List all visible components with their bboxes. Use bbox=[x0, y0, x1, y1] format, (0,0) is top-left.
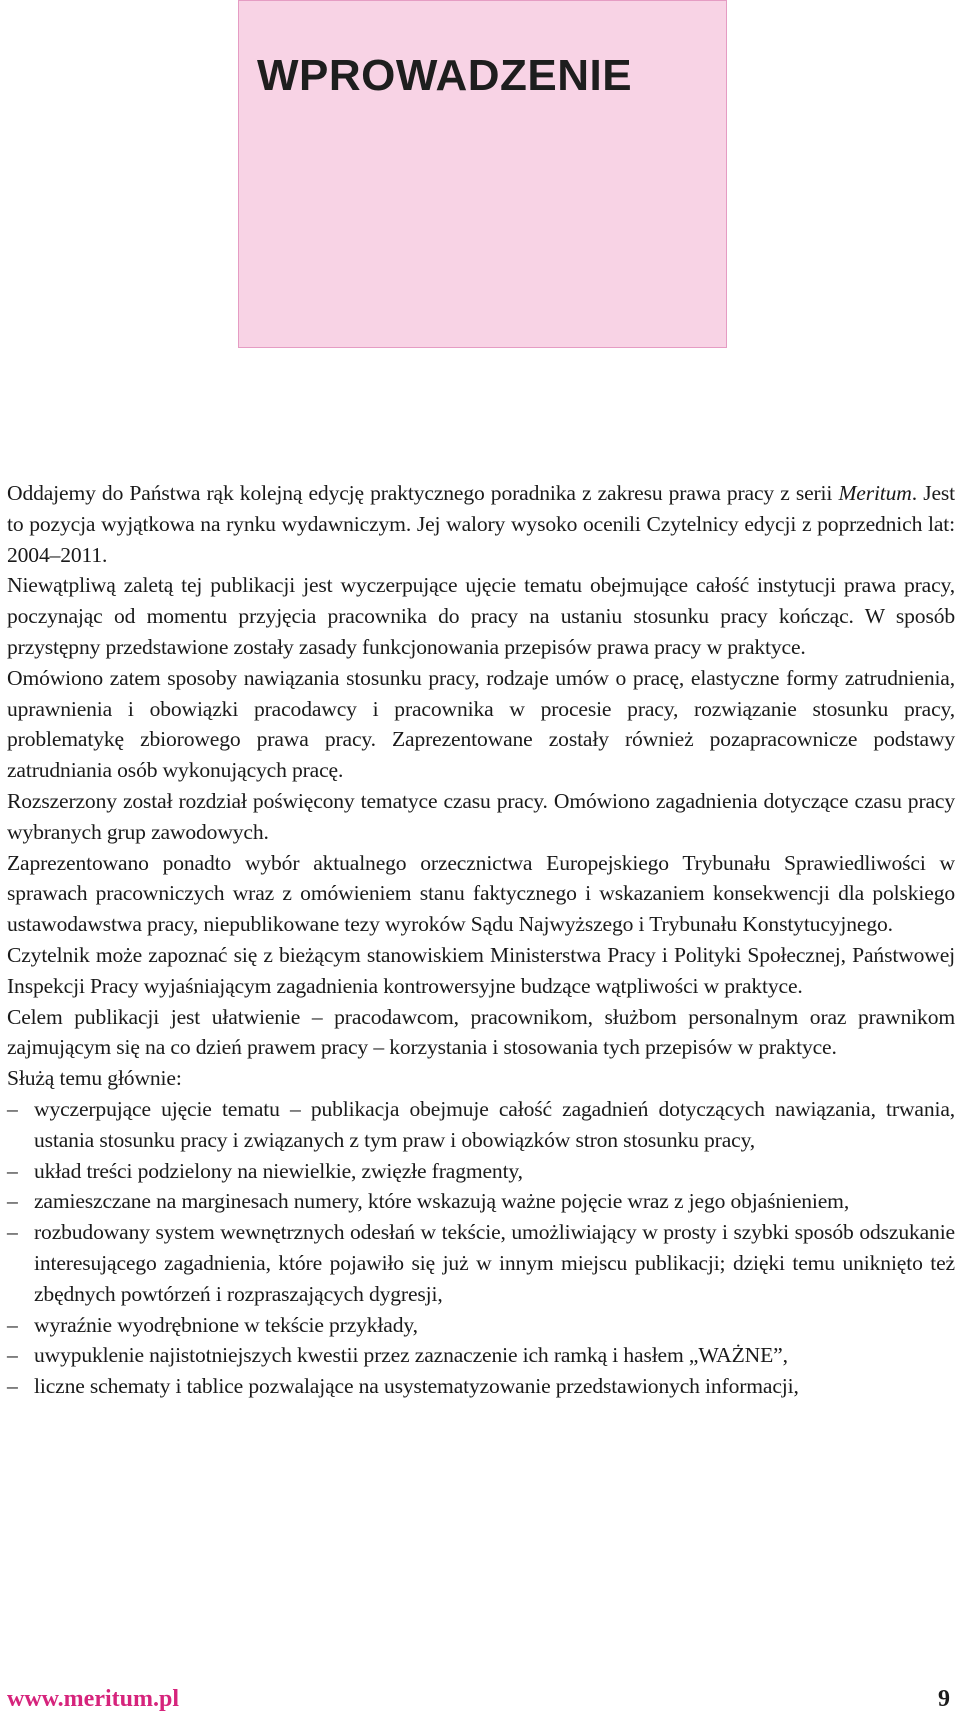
paragraph: Niewątpliwą zaletą tej publikacji jest wyczerpujące ujęcie tematu obejmujące całość instytucji prawa pracy, poczynając od momentu przyjęcia pracownika do pracy na ustaniu stosunku pracy kończąc. W sposób przystępny przedstawione zostały zasady funkcjonowania przepisów prawa pracy w praktyce. bbox=[7, 573, 955, 659]
dash-bullet: – bbox=[7, 1312, 18, 1337]
paragraph: Czytelnik może zapoznać się z bieżącym stanowiskiem Ministerstwa Pracy i Polityki Społecznej, Państwowej Inspekcji Pracy wyjaśniającym zagadnienia kontrowersyjne budzące wątpliwości w praktyce. bbox=[7, 942, 955, 998]
list-item bbox=[7, 1186, 955, 1217]
paragraph: Omówiono zatem sposoby nawiązania stosunku pracy, rodzaje umów o pracę, elastyczne formy zatrudnienia, uprawnienia i obowiązki pracodawcy i pracownika w procesie pracy, rozwiązanie stosunku pracy, problematykę zbiorowego prawa pracy. Zaprezentowane zostały również pozapracownicze podstawy zatrudniania osób wykonujących pracę. bbox=[7, 665, 955, 783]
paragraph: Rozszerzony został rozdział poświęcony tematyce czasu pracy. Omówiono zagadnienia dotyczące czasu pracy wybranych grup zawodowych. bbox=[7, 788, 955, 844]
list-item bbox=[7, 1310, 955, 1341]
series-name: Meritum bbox=[838, 481, 912, 505]
list-item bbox=[7, 1340, 955, 1371]
intro-paragraph bbox=[7, 478, 955, 570]
list-item bbox=[7, 1094, 955, 1156]
list-intro: Służą temu głównie: bbox=[7, 1066, 182, 1091]
page-number: 9 bbox=[938, 1686, 950, 1712]
list-item-text: wyraźnie wyodrębnione w tekście przykłady, bbox=[34, 1312, 418, 1337]
dash-bullet: – bbox=[7, 1158, 18, 1183]
dash-bullet: – bbox=[7, 1374, 18, 1399]
dash-bullet: – bbox=[7, 1220, 18, 1245]
website-link[interactable]: www.meritum.pl bbox=[7, 1686, 179, 1712]
article-body bbox=[7, 478, 955, 1402]
dash-bullet: – bbox=[7, 1189, 18, 1214]
list-item-text: liczne schematy i tablice pozwalające na usystematyzowanie przedstawionych informacji, bbox=[34, 1374, 799, 1399]
chapter-title-box bbox=[238, 0, 727, 348]
list-item-text: zamieszczane na marginesach numery, które wskazują ważne pojęcie wraz z jego objaśnieniem, bbox=[34, 1189, 850, 1214]
chapter-title: WPROWADZENIE bbox=[257, 51, 633, 100]
list-item-text: rozbudowany system wewnętrznych odesłań w tekście, umożliwiający w prosty i szybki sposób odszukanie interesującego zagadnienia, które pojawiło się już w innym miejscu publikacji; dzięki temu uniknięto też zbędnych powtórzeń i rozpraszających dygresji, bbox=[34, 1220, 955, 1306]
list-item bbox=[7, 1156, 955, 1187]
intro-text-2: . Jest to pozycja wyjątkowa na rynku wydawniczym. Jej walory wysoko ocenili Czytelnicy edycji z poprzednich lat: 2004–2011. bbox=[7, 481, 955, 567]
dash-bullet: – bbox=[7, 1343, 18, 1368]
intro-text-1: Oddajemy do Państwa rąk kolejną edycję praktycznego poradnika z zakresu prawa pracy z serii bbox=[7, 481, 839, 505]
list-item-text: układ treści podzielony na niewielkie, zwięzłe fragmenty, bbox=[34, 1158, 523, 1183]
list-item bbox=[7, 1217, 955, 1309]
list-item-text: uwypuklenie najistotniejszych kwestii przez zaznaczenie ich ramką i hasłem „WAŻNE”, bbox=[34, 1343, 788, 1368]
features-list bbox=[7, 1094, 955, 1402]
paragraph: Celem publikacji jest ułatwienie – pracodawcom, pracownikom, służbom personalnym oraz prawnikom zajmującym się na co dzień prawem pracy – korzystania i stosowania tych przepisów w praktyce. bbox=[7, 1004, 955, 1060]
list-item-text: wyczerpujące ujęcie tematu – publikacja obejmuje całość zagadnień dotyczących nawiązania, trwania, ustania stosunku pracy i związanych z tym praw i obowiązków stron stosunku pracy, bbox=[34, 1096, 955, 1152]
dash-bullet: – bbox=[7, 1096, 18, 1121]
list-item bbox=[7, 1371, 955, 1402]
paragraph: Zaprezentowano ponadto wybór aktualnego orzecznictwa Europejskiego Trybunału Sprawiedliwości w sprawach pracowniczych wraz z omówieniem stanu faktycznego i wskazaniem konsekwencji dla polskiego ustawodawstwa pracy, niepublikowane tezy wyroków Sądu Najwyższego i Trybunału Konstytucyjnego. bbox=[7, 850, 955, 937]
